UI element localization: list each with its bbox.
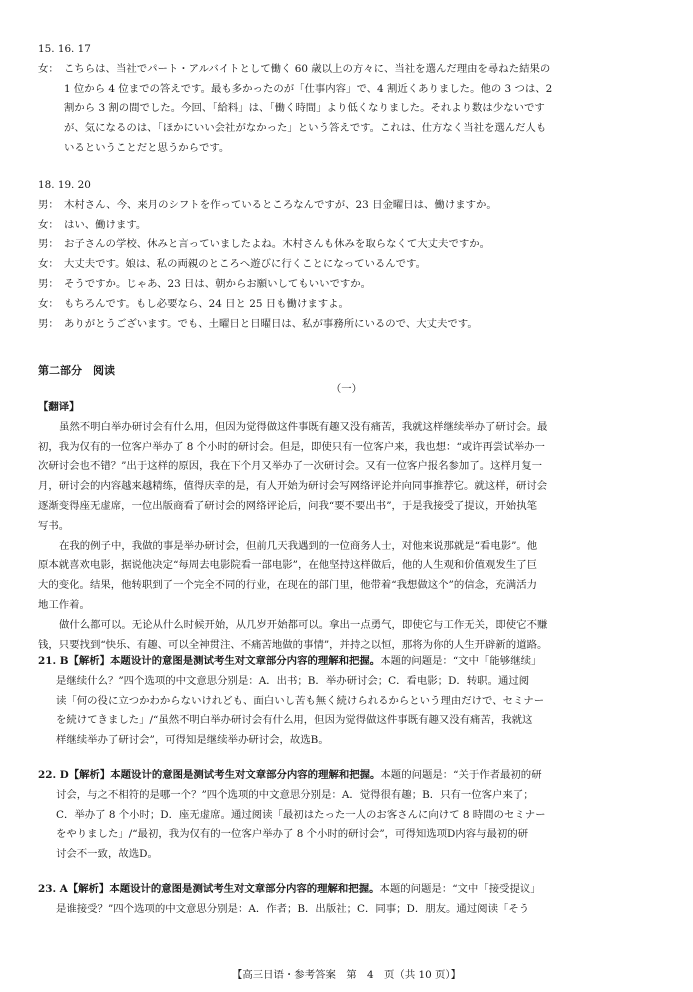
section-title: 第二部分 阅读: [38, 364, 115, 377]
text-line: 虽然不明白举办研讨会有什么用，但因为觉得做这件事既有趣又没有痛苦，我就这样继续举办了研讨会。最: [59, 420, 548, 433]
answer-lead: 23. A【解析】本题设计的意图是测试考生对文章部分内容的理解和把握。: [38, 883, 380, 895]
text-line: こちらは、当社でパート・アルバイトとして働く 60 歳以上の方々に、当社を選んだ理由を尋ねた結果の: [64, 62, 551, 75]
dialogue-text: もちろんです。もし必要なら、24 日と 25 日も働けますよ。: [64, 297, 349, 310]
speaker-label: 男：: [38, 317, 59, 330]
page-footer: 【高三日语・参考答案 第 4 页（共 10 页）】: [231, 969, 462, 981]
dialogue-text: お子さんの学校、休みと言っていましたよね。木村さんも休みを取らなくて大丈夫ですか。: [64, 238, 491, 251]
answer-first-line: [38, 766, 660, 786]
dialogue-line: [38, 275, 660, 295]
translation-paragraph: [38, 418, 660, 537]
dialogue-line: [38, 295, 660, 315]
dialogue-text: そうですか。じゃあ、23 日は、朝からお願いしてもいいですか。: [64, 277, 372, 290]
text-line: 大的变化。结果，他转职到了一个完全不同的行业，在现在的部门里，他带着“我想做这个”的信念，充满活力: [38, 579, 537, 592]
monologue-text: [64, 60, 660, 159]
answer-question: 本题的问题是：“文中「能够继续」: [380, 655, 542, 667]
text-line: 读「何の役に立つかわからないけれども、面白いし苦も無く続けられるからという理由だけで、セミナー: [56, 694, 545, 707]
answer-explanation: [38, 652, 660, 751]
speaker-label: 女：: [38, 297, 59, 310]
speaker-label: 男：: [38, 277, 59, 290]
text-line: 在我的例子中，我做的事是举办研讨会，但前几天我遇到的一位商务人士，对他来说那就是“看电影”。他: [59, 539, 538, 552]
text-line: 地工作着。: [38, 598, 90, 611]
text-line: いるということだと思うからです。: [64, 141, 230, 154]
answer-question: 本题的问题是：“关于作者最初的研: [380, 769, 542, 781]
answer-first-line: [38, 652, 660, 672]
text-line: 原本就喜欢电影，据说他决定“每周去电影院看一部电影”，在他坚持这样做后，他的人生观和价值观发生了巨: [38, 559, 537, 572]
text-line: 是继续什么？”四个选项的中文意思分别是：A．出书；B．举办研讨会；C．看电影；D．转职。通过阅: [56, 674, 530, 687]
dialogue-line: [38, 315, 660, 335]
text-line: C．举办了 8 个小时；D．座无虚席。通过阅读「最初はたった一人のお客さんに向けて 8 時間のセミナー: [56, 808, 546, 821]
text-line: 做什么都可以。无论从什么时候开始，从几岁开始都可以。拿出一点勇气，即使它与工作无关，即使它不赚: [59, 618, 548, 631]
listening-section-15-17: [38, 40, 660, 159]
speaker-label: 女：: [38, 218, 59, 231]
translation-label: 【翻译】: [38, 401, 80, 413]
text-line: が、気になるのは、「ほかにいい会社がなかった」という答えです。これは、仕方なく当社を選んだ人も: [64, 122, 547, 135]
question-number: 18. 19. 20: [38, 179, 91, 191]
text-line: 次研讨会也不错？”出于这样的原因，我在下个月又举办了一次研讨会。又有一位客户报名参加了。这样月复一: [38, 460, 543, 473]
monologue: [38, 60, 660, 159]
text-line: 割から 3 割の間でした。今回、「給料」は、「働く時間」より低くなりました。それより数は少ないです: [64, 102, 545, 115]
dialogue-line: [38, 196, 660, 216]
dialogue-text: はい、働けます。: [64, 218, 147, 231]
speaker-label: 男：: [38, 198, 59, 211]
text-line: 月，研讨会的内容越来越精练，值得庆幸的是，有人开始为研讨会写网络评论并向同事推荐它。就这样，研讨会: [38, 480, 548, 493]
text-line: 讨会，与之不相符的是哪一个？”四个选项的中文意思分别是：A．觉得很有趣；B．只有一位客户来了；: [56, 788, 534, 801]
answer-body: [38, 786, 660, 865]
text-line: 讨会不一致，故选D。: [56, 848, 158, 861]
text-line: 样继续举办了研讨会”，可得知是继续举办研讨会，故选B。: [56, 734, 329, 747]
speaker-label: 女：: [38, 258, 59, 271]
answer-body: [38, 672, 660, 751]
answer-question: 本题的问题是：“文中「接受提议」: [379, 883, 541, 895]
text-line: 是谁接受？”四个选项的中文意思分别是：A．作者；B．出版社；C．同事；D．朋友。通过阅读「そう: [56, 902, 530, 915]
text-line: をやりました」/“最初，我为仅有的一位客户举办了 8 个小时的研讨会”，可得知选项D内容与最初的研: [56, 828, 529, 841]
dialogue-line: [38, 216, 660, 236]
answer-explanation: [38, 880, 660, 920]
speaker-label: 男：: [38, 238, 59, 251]
dialogue-text: 大丈夫です。娘は、私の両親のところへ遊びに行くことになっているんです。: [64, 258, 427, 271]
translation-paragraph: [38, 616, 660, 656]
answer-lead: 21. B【解析】本题设计的意图是测试考生对文章部分内容的理解和把握。: [38, 655, 381, 667]
question-number: 15. 16. 17: [38, 43, 91, 55]
dialogue-text: ありがとうございます。でも、土曜日と日曜日は、私が事務所にいるので、大丈夫です。: [64, 317, 478, 330]
dialogue-text: 木村さん、今、来月のシフトを作っているところなんですが、23 日金曜日は、働けますか。: [64, 198, 497, 211]
answer-explanation: [38, 766, 660, 865]
part-number: （一）: [330, 383, 363, 395]
text-line: 写书。: [38, 519, 70, 532]
dialogue-line: [38, 235, 660, 255]
translation-paragraph: [38, 537, 660, 616]
listening-section-18-20: [38, 176, 660, 334]
answer-first-line: [38, 880, 660, 900]
speaker-label: 女：: [38, 62, 59, 75]
answer-lead: 22. D【解析】本题设计的意图是测试考生对文章部分内容的理解和把握。: [38, 769, 381, 781]
text-line: 1 位から 4 位までの答えです。最も多かったのが「仕事内容」で、4 割近くありました。他の 3 つは、2: [64, 82, 553, 95]
dialogue-line: [38, 255, 660, 275]
text-line: 钱，只要找到“快乐、有趣、可以全神贯注、不痛苦地做的事情”，并持之以恒，那将为你的人生开辟新的道路。: [38, 638, 548, 651]
text-line: 初，我为仅有的一位客户举办了 8 个小时的研讨会。但是，即使只有一位客户来，我也想：“或许再尝试举办一: [38, 440, 545, 453]
translation-block: [38, 398, 660, 655]
text-line: を続けてきました」/“虽然不明白举办研讨会有什么用，但因为觉得做这件事既有趣又没有痛苦，我就这: [56, 714, 533, 727]
text-line: 逐渐变得座无虚席，一位出版商看了研讨会的网络评论后，问我“要不要出书”，于是我接受了提议，开始执笔: [38, 499, 537, 512]
answer-body: [38, 900, 660, 920]
